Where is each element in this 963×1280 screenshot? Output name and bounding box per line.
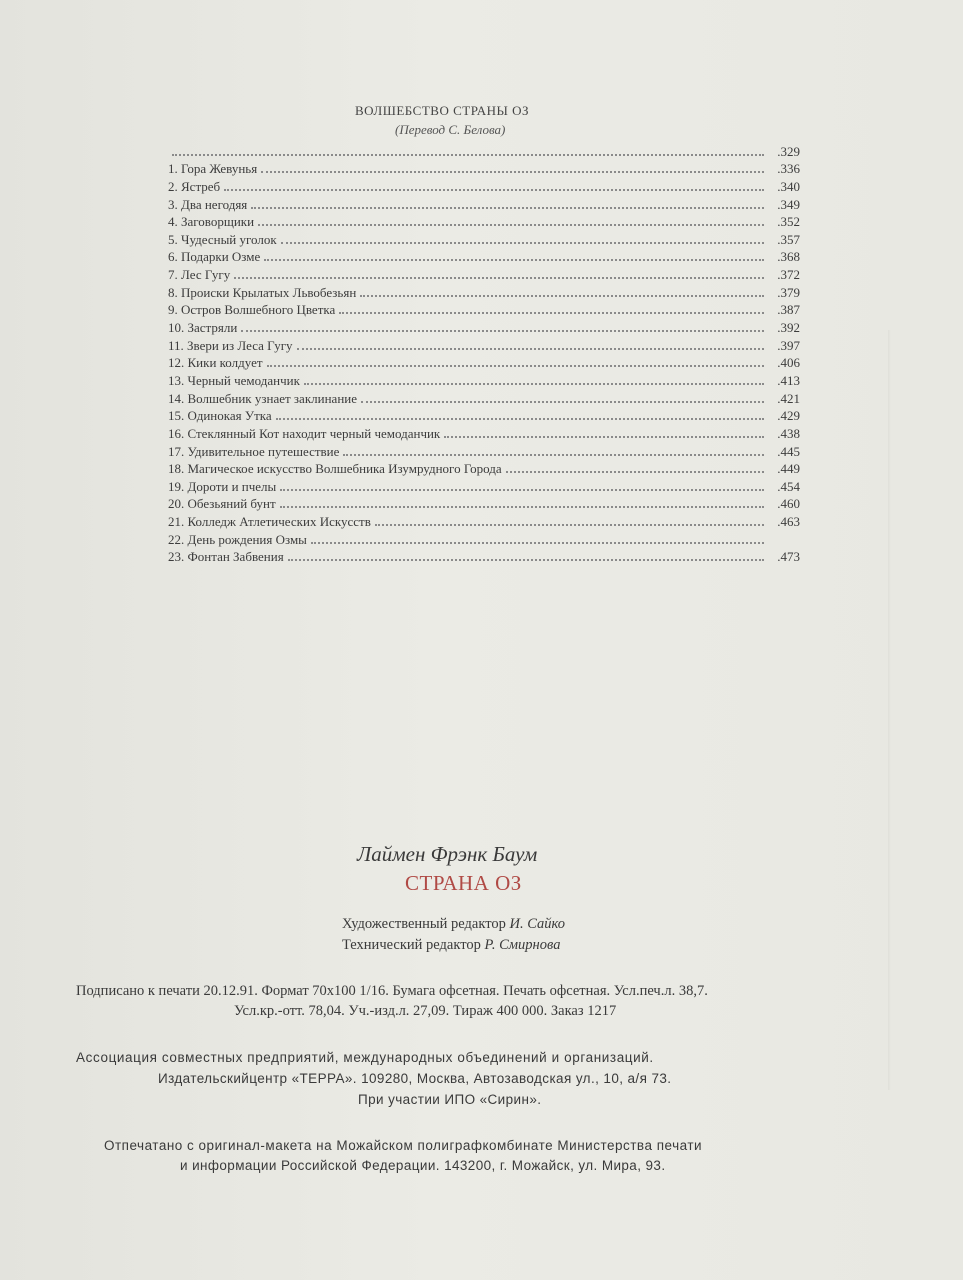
toc-entry-label: 9. Остров Волшебного Цветка bbox=[168, 302, 336, 318]
toc-page-number: .473 bbox=[777, 549, 800, 565]
imprint-line-1: Подписано к печати 20.12.91. Формат 70х100 1/16. Бумага офсетная. Печать офсетная. Усл.печ.л. 38,7. bbox=[76, 983, 708, 999]
toc-entry-label: 11. Звери из Леса Гугу bbox=[168, 337, 293, 353]
toc-entry-label: 19. Дороти и пчелы bbox=[168, 478, 277, 494]
toc-row bbox=[168, 460, 800, 478]
toc-row bbox=[168, 265, 800, 283]
toc-leader-dots bbox=[280, 489, 764, 491]
toc-entry-label: 14. Волшебник узнает заклинание bbox=[168, 390, 358, 406]
toc-page-number: .392 bbox=[777, 320, 800, 336]
toc-leader-dots bbox=[276, 418, 764, 420]
table-of-contents bbox=[168, 142, 800, 565]
toc-entry-label: 6. Подарки Озме bbox=[168, 249, 261, 265]
toc-entry-label: 16. Стеклянный Кот находит черный чемоданчик bbox=[168, 425, 441, 441]
book-title: СТРАНА ОЗ bbox=[405, 871, 522, 895]
art-editor-name: И. Сайко bbox=[509, 916, 565, 932]
toc-entry-label: 17. Удивительное путешествие bbox=[168, 443, 340, 459]
toc-page-number: .336 bbox=[777, 161, 800, 177]
toc-row bbox=[168, 495, 800, 513]
book-author: Лаймен Фрэнк Баум bbox=[357, 842, 538, 866]
toc-entry-label: 1. Гора Жевунья bbox=[168, 161, 258, 177]
toc-page-number: .421 bbox=[777, 390, 800, 406]
toc-row bbox=[168, 389, 800, 407]
toc-row bbox=[168, 424, 800, 442]
toc-page-number: .352 bbox=[777, 214, 800, 230]
toc-leader-dots bbox=[234, 277, 764, 279]
toc-page-number: .445 bbox=[777, 443, 800, 459]
tech-editor-role: Технический редактор bbox=[342, 937, 485, 953]
toc-leader-dots bbox=[224, 189, 764, 191]
toc-row bbox=[168, 248, 800, 266]
section-title: ВОЛШЕБСТВО СТРАНЫ ОЗ bbox=[355, 103, 530, 118]
toc-entry-label: 2. Ястреб bbox=[168, 178, 221, 194]
toc-row bbox=[168, 142, 800, 160]
art-editor-credit bbox=[342, 916, 565, 933]
printer-line-2: и информации Российской Федерации. 143200, г. Можайск, ул. Мира, 93. bbox=[180, 1158, 666, 1173]
toc-leader-dots bbox=[304, 383, 764, 385]
toc-leader-dots bbox=[297, 348, 764, 350]
toc-row bbox=[168, 195, 800, 213]
association-line-3: При участии ИПО «Сирин». bbox=[358, 1092, 542, 1107]
association-line-2: Издательскийцентр «ТЕРРА». 109280, Москва, Автозаводская ул., 10, а/я 73. bbox=[158, 1071, 672, 1086]
toc-entry-label: 21. Колледж Атлетических Искусств bbox=[168, 514, 371, 530]
toc-entry-label: 7. Лес Гугу bbox=[168, 267, 231, 283]
toc-entry-label: 5. Чудесный уголок bbox=[168, 231, 277, 247]
toc-page-number: .449 bbox=[777, 461, 800, 477]
tech-editor-name: Р. Смирнова bbox=[484, 937, 561, 953]
toc-page-number: .454 bbox=[777, 478, 800, 494]
toc-page-number: .387 bbox=[777, 302, 800, 318]
toc-row bbox=[168, 177, 800, 195]
toc-entry-label: 23. Фонтан Забвения bbox=[168, 549, 284, 565]
toc-page-number: .413 bbox=[777, 372, 800, 388]
toc-page-number: .379 bbox=[777, 284, 800, 300]
toc-row bbox=[168, 512, 800, 530]
toc-row bbox=[168, 407, 800, 425]
toc-entry-label: 22. День рождения Озмы bbox=[168, 531, 307, 547]
toc-row bbox=[168, 371, 800, 389]
toc-page-number: .463 bbox=[777, 514, 800, 530]
page-edge-shadow bbox=[888, 330, 891, 1090]
toc-page-number: .357 bbox=[777, 231, 800, 247]
toc-leader-dots bbox=[361, 401, 764, 403]
toc-leader-dots bbox=[506, 471, 764, 473]
toc-leader-dots bbox=[241, 330, 764, 332]
toc-entry-label: 18. Магическое искусство Волшебника Изумрудного Города bbox=[168, 461, 502, 477]
toc-leader-dots bbox=[172, 154, 764, 156]
toc-row bbox=[168, 477, 800, 495]
imprint-line-2: Усл.кр.-отт. 78,04. Уч.-изд.л. 27,09. Тираж 400 000. Заказ 1217 bbox=[234, 1003, 617, 1019]
toc-entry-label: 4. Заговорщики bbox=[168, 214, 255, 230]
toc-page-number: .397 bbox=[777, 337, 800, 353]
toc-leader-dots bbox=[311, 542, 764, 544]
toc-leader-dots bbox=[360, 295, 764, 297]
toc-row bbox=[168, 213, 800, 231]
toc-leader-dots bbox=[267, 365, 764, 367]
toc-leader-dots bbox=[261, 171, 764, 173]
toc-entry-label: 3. Два негодяя bbox=[168, 196, 248, 212]
toc-entry-label: 15. Одинокая Утка bbox=[168, 408, 272, 424]
toc-leader-dots bbox=[288, 559, 764, 561]
toc-entry-label: 12. Кики колдует bbox=[168, 355, 263, 371]
tech-editor-credit bbox=[342, 937, 560, 954]
association-line-1: Ассоциация совместных предприятий, международных объединений и организаций. bbox=[76, 1050, 654, 1065]
toc-row bbox=[168, 354, 800, 372]
toc-page-number: .438 bbox=[777, 425, 800, 441]
toc-page-number: .368 bbox=[777, 249, 800, 265]
toc-row bbox=[168, 283, 800, 301]
toc-page-number: .349 bbox=[777, 196, 800, 212]
toc-entry-label: 10. Застряли bbox=[168, 320, 238, 336]
toc-entry-label: 8. Происки Крылатых Львобезьян bbox=[168, 284, 357, 300]
toc-entry-label: 20. Обезьяний бунт bbox=[168, 496, 276, 512]
toc-leader-dots bbox=[281, 242, 764, 244]
toc-row bbox=[168, 442, 800, 460]
toc-leader-dots bbox=[264, 259, 764, 261]
toc-leader-dots bbox=[343, 454, 764, 456]
toc-leader-dots bbox=[444, 436, 764, 438]
toc-page-number: .406 bbox=[777, 355, 800, 371]
toc-row bbox=[168, 318, 800, 336]
toc-leader-dots bbox=[339, 312, 764, 314]
toc-entry-label: 13. Черный чемоданчик bbox=[168, 372, 300, 388]
toc-page-number: .329 bbox=[777, 143, 800, 159]
toc-leader-dots bbox=[280, 506, 764, 508]
toc-leader-dots bbox=[258, 224, 764, 226]
toc-row bbox=[168, 230, 800, 248]
toc-row bbox=[168, 336, 800, 354]
toc-row bbox=[168, 530, 800, 548]
toc-page-number: .372 bbox=[777, 267, 800, 283]
toc-leader-dots bbox=[375, 524, 764, 526]
toc-page-number: .460 bbox=[777, 496, 800, 512]
toc-row bbox=[168, 301, 800, 319]
toc-leader-dots bbox=[251, 207, 764, 209]
toc-row bbox=[168, 160, 800, 178]
section-subtitle: (Перевод С. Белова) bbox=[395, 122, 506, 137]
toc-row bbox=[168, 548, 800, 566]
toc-page-number: .340 bbox=[777, 178, 800, 194]
printer-line-1: Отпечатано с оригинал-макета на Можайском полиграфкомбинате Министерства печати bbox=[104, 1138, 703, 1153]
art-editor-role: Художественный редактор bbox=[342, 916, 510, 932]
toc-page-number: .429 bbox=[777, 408, 800, 424]
